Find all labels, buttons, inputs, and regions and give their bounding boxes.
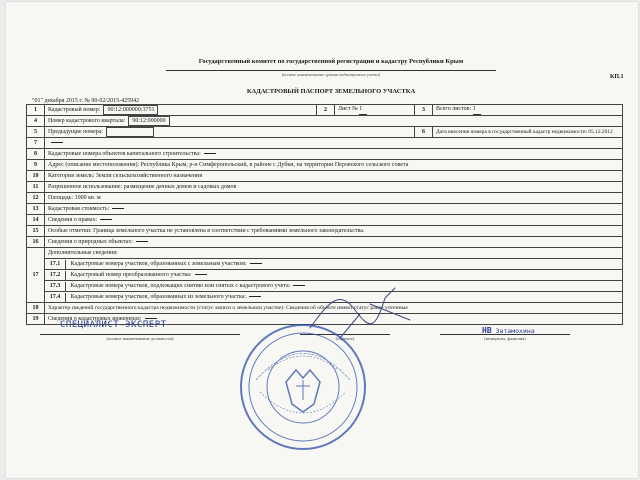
agency-caption: (полное наименование органа кадастрового учета) (281, 72, 381, 77)
document-title: КАДАСТРОВЫЙ ПАСПОРТ ЗЕМЕЛЬНОГО УЧАСТКА (246, 88, 416, 95)
row-number: 3 (415, 105, 433, 116)
form-code: КП.1 (610, 74, 624, 80)
subrow-number: 17.3 (45, 282, 66, 291)
row-label (45, 127, 415, 138)
row-number: 11 (27, 182, 45, 193)
subrow-label: Кадастровый номер преобразованного участка: (70, 271, 192, 278)
total-sheets-cell (433, 105, 623, 116)
table-row (27, 171, 623, 182)
empty-dash (204, 153, 216, 154)
sheet-cell (335, 105, 415, 116)
agency-underline (166, 70, 496, 71)
cadastral-number-value: 90:12:000000:3751 (103, 105, 158, 115)
row-number: 9 (27, 160, 45, 171)
subrow-label: Кадастровые номера участков, образованных из земельного участка: (70, 293, 247, 300)
row-number: 10 (27, 171, 45, 182)
subrow-cell (45, 259, 623, 270)
row-number: 17 (27, 248, 45, 303)
row-label: Особые отметки: Граница земельного участка не установлена в соответствии с требованиями земельного законодательства. (45, 226, 623, 237)
table-row (27, 237, 623, 248)
table-row (27, 127, 623, 138)
name-caption: (инициалы, фамилия) (484, 336, 526, 341)
subrow-label: Кадастровые номера участков, образованных с земельным участком: (70, 260, 247, 267)
row-number: 14 (27, 215, 45, 226)
row-number: 8 (27, 149, 45, 160)
signer-initials: НВ (482, 326, 492, 335)
empty-dash (249, 296, 261, 297)
previous-numbers-label: Предыдущие номера: (48, 129, 103, 135)
subrow-number: 17.2 (45, 271, 66, 280)
row-number: 12 (27, 193, 45, 204)
row-number: 19 (27, 314, 45, 325)
table-row (27, 182, 623, 193)
sheet-value: 1 (359, 105, 367, 115)
table-row (27, 149, 623, 160)
quarter-number-value: 90:12:000000 (128, 116, 169, 126)
row-label: Категория земель: Земли сельскохозяйственного назначения (45, 171, 623, 182)
agency-name: Государственный комитет по государственной регистрации и кадастру Республики Крым (198, 58, 464, 65)
signer-position-stamp: СПЕЦИАЛИСТ-ЭКСПЕРТ (60, 320, 167, 330)
row-label: Площадь: 1000 кв. м (45, 193, 623, 204)
table-row (27, 215, 623, 226)
empty-dash (112, 208, 124, 209)
empty-dash (250, 263, 262, 264)
row-number: 5 (27, 127, 45, 138)
row-number: 4 (27, 116, 45, 127)
table-row (27, 226, 623, 237)
row-number: 6 (415, 127, 433, 138)
subrow-number: 17.4 (45, 293, 66, 302)
row-number: 15 (27, 226, 45, 237)
row-label (45, 149, 623, 160)
empty-dash (145, 318, 157, 319)
row-number: 18 (27, 303, 45, 314)
table-subrow (27, 259, 623, 270)
table-row (27, 105, 623, 116)
signature-caption: (подпись) (335, 336, 355, 341)
row-label: Адрес (описание местоположения): Республика Крым, р-н Симферопольский, в районе с Дубки, на территории Перовского сельского совета (45, 160, 623, 171)
official-seal-icon (238, 322, 368, 452)
subrow-number: 17.1 (45, 260, 66, 269)
table-row (27, 138, 623, 149)
row-number: 1 (27, 105, 45, 116)
row-number: 2 (317, 105, 335, 116)
cadastral-number-label: Кадастровый номер: (48, 107, 101, 113)
row-label (45, 204, 623, 215)
subrow-label: Кадастровые номера участков, подлежащих снятию или снятых с кадастрового учета: (70, 282, 291, 289)
row-text: Кадастровые номера объектов капитального строительства: (48, 150, 201, 157)
row-text: Сведения о правах: (48, 216, 98, 223)
row-label (45, 116, 623, 127)
row-label (45, 138, 623, 149)
empty-dash (100, 219, 112, 220)
position-line (40, 334, 240, 335)
row-label: Разрешенное использование: размещение дачных домов и садовых домов (45, 182, 623, 193)
signer-surname: Затамохина (495, 327, 535, 335)
table-row (27, 160, 623, 171)
row-label (45, 215, 623, 226)
empty-dash (195, 274, 207, 275)
quarter-number-label: Номер кадастрового квартала: (48, 118, 126, 124)
subrow-cell (45, 270, 623, 281)
row-number: 13 (27, 204, 45, 215)
signer-name-stamp (482, 326, 535, 335)
empty-dash (136, 241, 148, 242)
empty-dash (51, 142, 63, 143)
date-and-number: "01" декабря 2015 г. № 90-02/2015-425942 (32, 98, 140, 104)
row-label: Дата внесения номера в государственный кадастр недвижимости: 05.12.2012 (433, 127, 623, 138)
total-sheets-value: 1 (473, 105, 481, 115)
row-text: Сведения о природных объектах: (48, 238, 133, 245)
total-sheets-label: Всего листов: (436, 106, 472, 112)
row-text: Кадастровая стоимость: (48, 205, 110, 212)
table-row (27, 204, 623, 215)
row-number: 7 (27, 138, 45, 149)
row-number: 16 (27, 237, 45, 248)
row-label (45, 237, 623, 248)
row-label: Характер сведений государственного кадастра недвижимости (статус записи о земельном участке): Сведения об объекте имеют статус ранее учтенные (45, 303, 623, 314)
table-subrow (27, 270, 623, 281)
position-caption: (полное наименование должности) (106, 336, 174, 341)
table-row (27, 248, 623, 259)
previous-numbers-value (106, 127, 154, 137)
row-text: Сведения о кадастровых инженерах: (48, 315, 142, 322)
table-row (27, 193, 623, 204)
row-label (45, 105, 317, 116)
table-row (27, 116, 623, 127)
sheet-label: Лист № (338, 106, 358, 112)
row-label: Дополнительные сведения: (45, 248, 623, 259)
